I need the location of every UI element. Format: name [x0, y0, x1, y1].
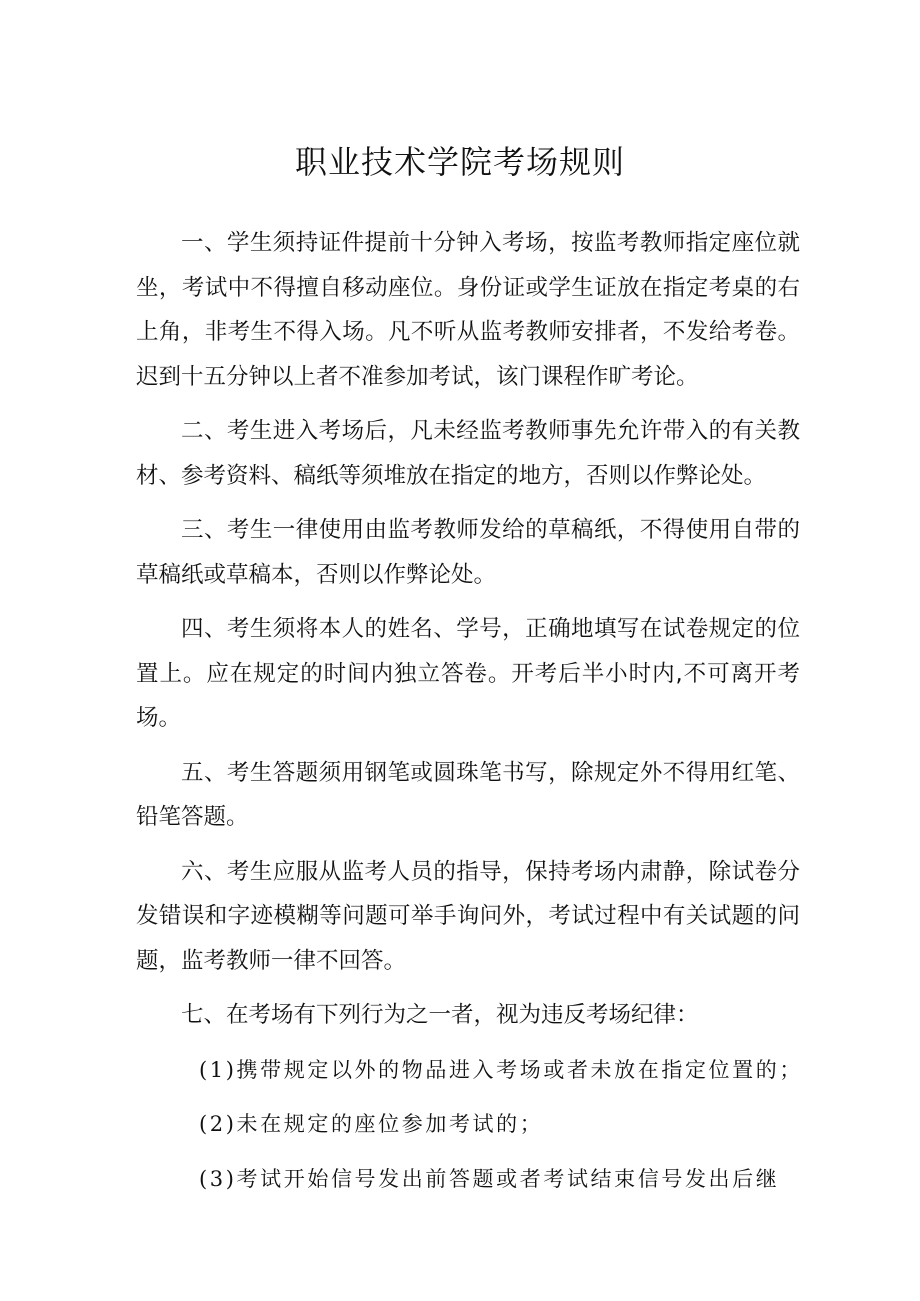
- document-title: 职业技术学院考场规则: [294, 143, 625, 181]
- violation-item-1: (1)携带规定以外的物品进入考场或者未放在指定位置的；: [199, 1057, 803, 1082]
- rule-paragraph-5: 五、考生答题须用钢笔或圆珠笔书写，除规定外不得用红笔、铅笔答题。: [136, 759, 800, 830]
- rule-paragraph-4: 四、考生须将本人的姓名、学号，正确地填写在试卷规定的位置上。应在规定的时间内独立答卷。开考后半小时内,不可离开考场。: [136, 616, 800, 731]
- rule-paragraph-1: 一、学生须持证件提前十分钟入考场，按监考教师指定座位就坐，考试中不得擅自移动座位。身份证或学生证放在指定考桌的右上角，非考生不得入场。凡不听从监考教师安排者，不发给考卷。迟到十五分钟以上者不准参加考试，该门课程作旷考论。: [136, 230, 800, 390]
- rule-paragraph-6: 六、考生应服从监考人员的指导，保持考场内肃静，除试卷分发错误和字迹模糊等问题可举手询问外，考试过程中有关试题的问题，监考教师一律不回答。: [136, 858, 800, 974]
- violation-item-2: (2)未在规定的座位参加考试的；: [199, 1112, 544, 1136]
- document-body: [136, 221, 803, 1201]
- violation-item-3: (3)考试开始信号发出前答题或者考试结束信号发出后继: [199, 1166, 780, 1191]
- rule-paragraph-2: 二、考生进入考场后，凡未经监考教师事先允许带入的有关教材、参考资料、稿纸等须堆放在指定的地方，否则以作弊论处。: [136, 418, 800, 489]
- rule-paragraph-7: 七、在考场有下列行为之一者，视为违反考场纪律：: [181, 1002, 699, 1028]
- rule-paragraph-3: 三、考生一律使用由监考教师发给的草稿纸，不得使用自带的草稿纸或草稿本，否则以作弊论处。: [136, 517, 800, 588]
